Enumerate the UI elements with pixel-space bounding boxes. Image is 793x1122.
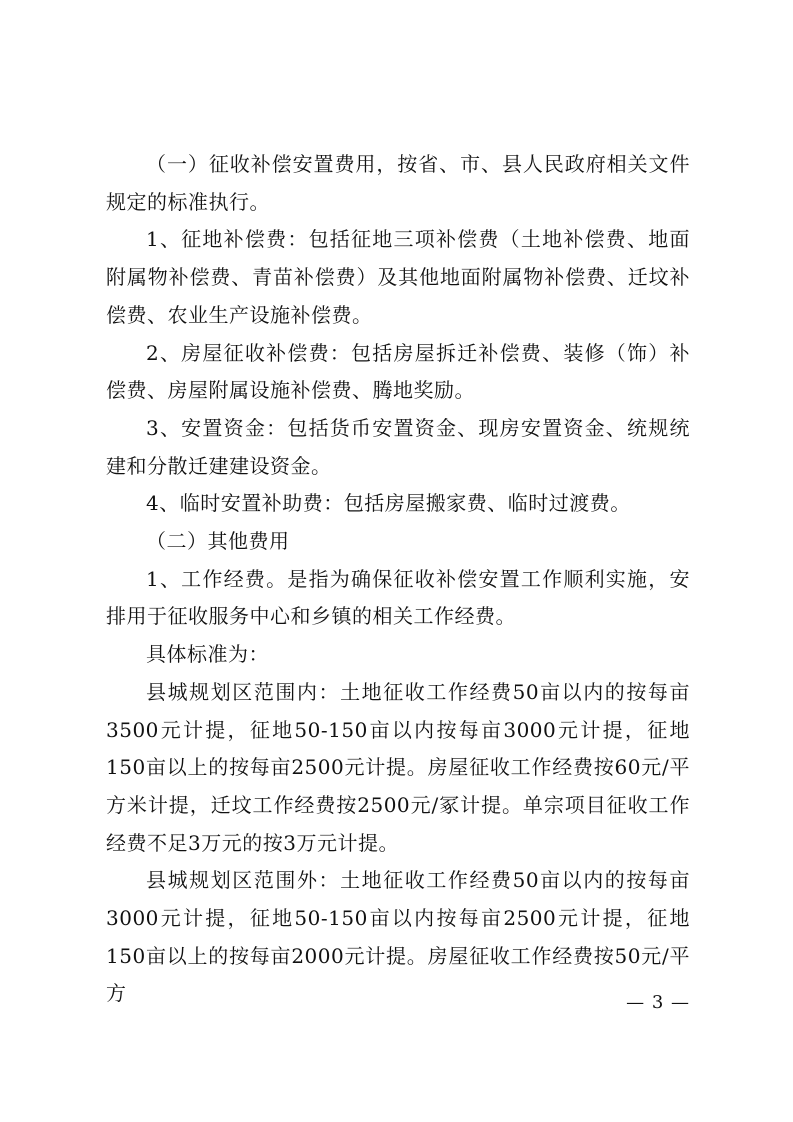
section-heading-compensation: （一）征收补偿安置费用，按省、市、县人民政府相关文件规定的标准执行。 bbox=[106, 152, 690, 214]
page-number: — 3 — bbox=[626, 992, 690, 1013]
section-heading-other-costs: （二）其他费用 bbox=[146, 529, 290, 554]
paragraph-outside-planning-area: 县城规划区范围外：土地征收工作经费50亩以内的按每亩3000元计提，征地50-150亩以内按每亩2500元计提，征地150亩以上的按每亩2000元计提。房屋征收工作经费按50元/平方 bbox=[106, 868, 690, 1006]
paragraph-house-compensation: 2、房屋征收补偿费：包括房屋拆迁补偿费、装修（饰）补偿费、房屋附属设施补偿费、腾地奖励。 bbox=[106, 340, 690, 403]
paragraph-work-funds: 1、工作经费。是指为确保征收补偿安置工作顺利实施，安排用于征收服务中心和乡镇的相关工作经费。 bbox=[106, 566, 690, 629]
paragraph-inside-planning-area: 县城规划区范围内：土地征收工作经费50亩以内的按每亩3500元计提，征地50-150亩以内按每亩3000元计提，征地150亩以上的按每亩2500元计提。房屋征收工作经费按60元/平方米计提，迁坟工作经费按2500元/冢计提。单宗项目征收工作经费不足3万元的按3万元计提。 bbox=[106, 679, 690, 855]
paragraph-standards-intro: 具体标准为： bbox=[146, 642, 269, 667]
paragraph-temporary-subsidy: 4、临时安置补助费：包括房屋搬家费、临时过渡费。 bbox=[146, 491, 631, 516]
body-text bbox=[106, 146, 690, 1013]
paragraph-land-compensation: 1、征地补偿费：包括征地三项补偿费（土地补偿费、地面附属物补偿费、青苗补偿费）及其他地面附属物补偿费、迁坟补偿费、农业生产设施补偿费。 bbox=[106, 227, 690, 327]
paragraph-resettlement-funds: 3、安置资金：包括货币安置资金、现房安置资金、统规统建和分散迁建建设资金。 bbox=[106, 415, 690, 478]
